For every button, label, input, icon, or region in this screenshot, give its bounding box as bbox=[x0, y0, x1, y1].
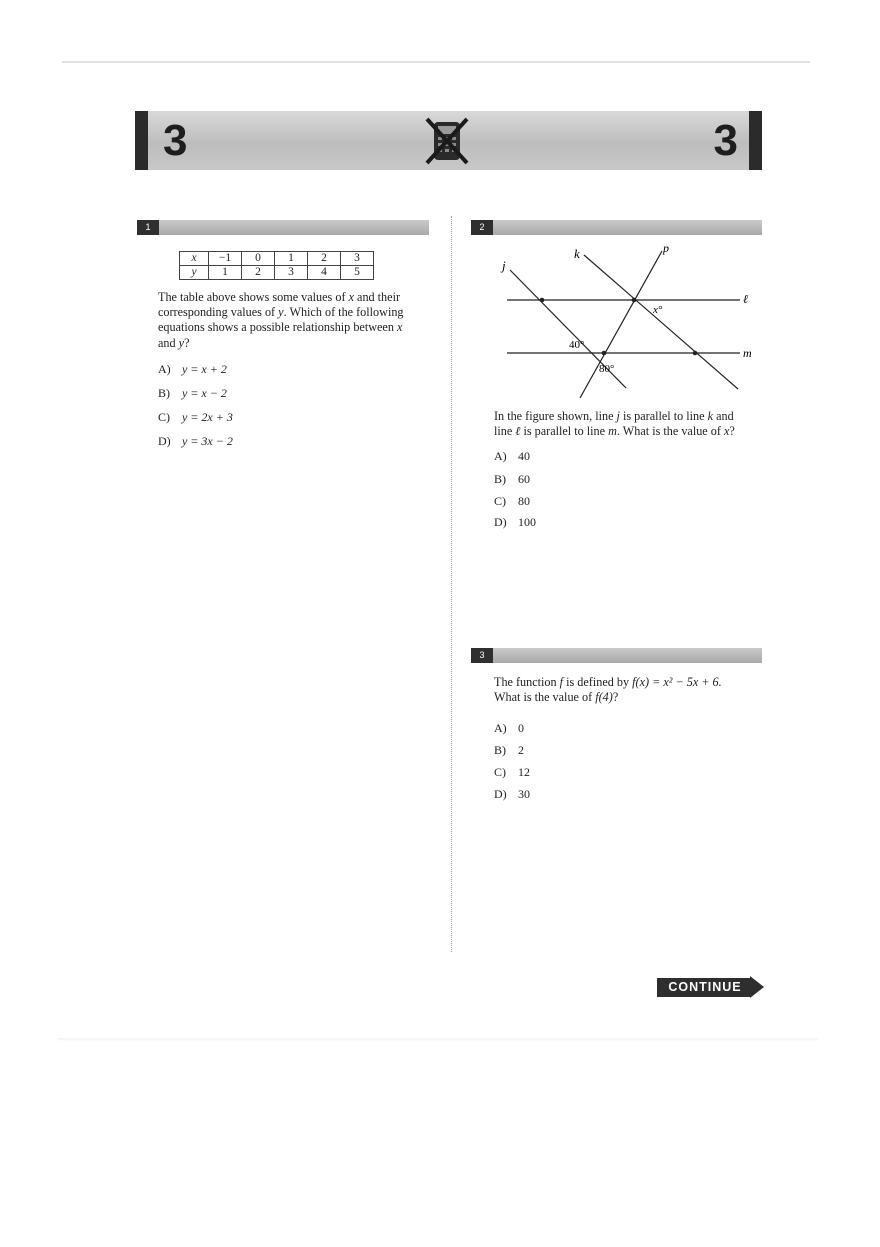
continue-button[interactable] bbox=[657, 976, 765, 999]
question-1-number: 1 bbox=[137, 220, 159, 235]
page-bottom-edge bbox=[58, 1038, 818, 1042]
question-2-number: 2 bbox=[471, 220, 493, 235]
question-3-header bbox=[471, 648, 762, 663]
section-header-band bbox=[135, 111, 762, 170]
table-cell: 1 bbox=[275, 252, 308, 266]
intersection-point bbox=[693, 351, 698, 356]
answer-option-a[interactable]: A) y = x + 2 bbox=[158, 362, 227, 376]
table-cell: y bbox=[180, 266, 209, 280]
intersection-point bbox=[602, 351, 607, 356]
table-cell: 5 bbox=[341, 266, 374, 280]
table-cell: 4 bbox=[308, 266, 341, 280]
top-rule bbox=[62, 61, 810, 63]
answer-option-d[interactable]: D) y = 3x − 2 bbox=[158, 434, 233, 448]
table-row-y bbox=[180, 266, 374, 280]
question-3-number: 3 bbox=[471, 648, 493, 663]
label-p: p bbox=[663, 241, 669, 255]
table-cell: 0 bbox=[242, 252, 275, 266]
table-cell: 2 bbox=[242, 266, 275, 280]
table-cell: x bbox=[180, 252, 209, 266]
answer-option-c[interactable]: C) y = 2x + 3 bbox=[158, 410, 233, 424]
angle-40-label: 40° bbox=[569, 339, 585, 351]
answer-option-d[interactable]: D) 30 bbox=[494, 787, 530, 801]
question-2-text: In the figure shown, line j is parallel to line k and line ℓ is parallel to line m. What is the value of x? bbox=[494, 409, 735, 439]
parallel-lines-figure bbox=[500, 240, 760, 405]
question-2-header bbox=[471, 220, 762, 235]
label-m: m bbox=[743, 346, 752, 360]
intersection-point bbox=[540, 298, 545, 303]
label-j: j bbox=[502, 258, 506, 273]
answer-option-b[interactable]: B) 60 bbox=[494, 472, 530, 486]
table-cell: −1 bbox=[209, 252, 242, 266]
question-3-text: The function f is defined by f(x) = x² − 5x + 6. What is the value of f(4)? bbox=[494, 675, 722, 705]
no-calculator-icon bbox=[423, 116, 471, 166]
band-edge-right bbox=[749, 111, 762, 170]
label-k: k bbox=[574, 246, 580, 261]
table-cell: 3 bbox=[275, 266, 308, 280]
intersection-point bbox=[632, 298, 637, 303]
column-divider bbox=[451, 216, 452, 952]
table-cell: 2 bbox=[308, 252, 341, 266]
table-cell: 3 bbox=[341, 252, 374, 266]
question-1-header bbox=[137, 220, 429, 235]
section-number-right: 3 bbox=[713, 116, 738, 165]
band-edge-left bbox=[135, 111, 148, 170]
angle-x-label: x° bbox=[653, 304, 663, 316]
answer-option-c[interactable]: C) 12 bbox=[494, 765, 530, 779]
answer-option-b[interactable]: B) y = x − 2 bbox=[158, 386, 227, 400]
answer-option-b[interactable]: B) 2 bbox=[494, 743, 524, 757]
answer-option-a[interactable]: A) 0 bbox=[494, 721, 524, 735]
section-number-left: 3 bbox=[163, 116, 188, 165]
question-1-text: The table above shows some values of x and their corresponding values of y. Which of the following equations shows a possible relationship between x and y? bbox=[158, 290, 404, 350]
continue-label: CONTINUE bbox=[668, 980, 742, 994]
xy-table bbox=[179, 251, 374, 280]
table-cell: 1 bbox=[209, 266, 242, 280]
label-l: ℓ bbox=[743, 292, 748, 306]
angle-80-label: 80° bbox=[599, 363, 615, 375]
answer-option-d[interactable]: D) 100 bbox=[494, 515, 536, 529]
table-row-x bbox=[180, 252, 374, 266]
answer-option-c[interactable]: C) 80 bbox=[494, 494, 530, 508]
answer-option-a[interactable]: A) 40 bbox=[494, 449, 530, 463]
line-p bbox=[580, 251, 662, 398]
